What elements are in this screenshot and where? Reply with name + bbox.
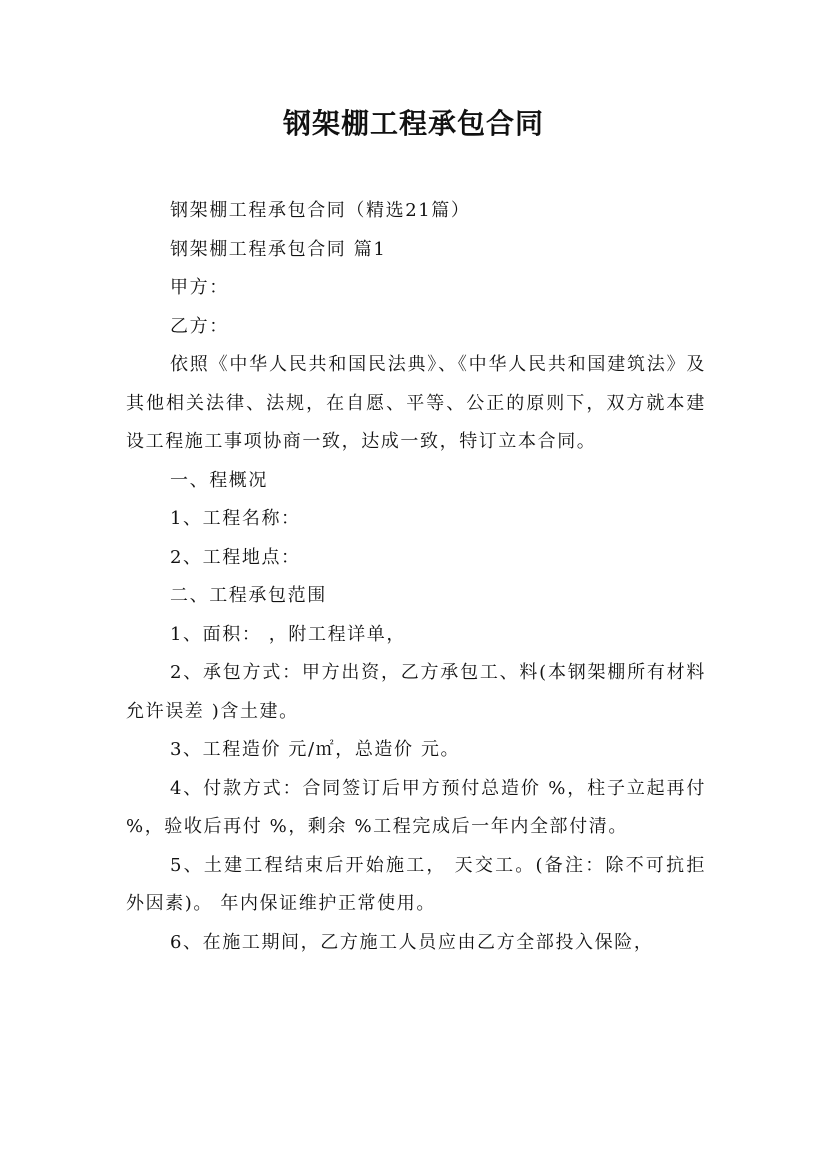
paragraph-party-b: 乙方： — [170, 315, 229, 337]
paragraph-project-location: 2、工程地点： — [170, 546, 301, 568]
paragraph-subtitle: 钢架棚工程承包合同（精选21篇） — [170, 200, 471, 221]
paragraph-area: 1、面积： ，附工程详单， — [170, 623, 406, 645]
document-body — [126, 192, 706, 962]
paragraph-party-a: 甲方： — [170, 277, 229, 298]
paragraph-preamble: 依照《中华人民共和国民法典》、《中华人民共和国建筑法》及其他相关法律、法规，在自愿、平等、公正的原则下，双方就本建设工程施工事项协商一致，达成一致，特订立本合同。 — [126, 354, 706, 452]
paragraph-contract-method: 2、承包方式：甲方出资，乙方承包工、料(本钢架棚所有材料允许误差 )含土建。 — [126, 662, 706, 722]
paragraph-schedule: 5、土建工程结束后开始施工， 天交工。(备注：除不可抗拒外因素)。 年内保证维护正常使用。 — [126, 854, 706, 914]
document-title: 钢架棚工程承包合同 — [282, 107, 544, 140]
paragraph-section-heading: 钢架棚工程承包合同 篇1 — [170, 238, 387, 260]
paragraph-project-name: 1、工程名称： — [170, 508, 301, 529]
paragraph-payment: 4、付款方式：合同签订后甲方预付总造价 %，柱子立起再付 %，验收后再付 %，剩余 %工程完成后一年内全部付清。 — [126, 777, 706, 837]
paragraph-insurance: 6、在施工期间，乙方施工人员应由乙方全部投入保险， — [170, 931, 654, 953]
paragraph-heading-overview: 一、程概况 — [170, 469, 268, 491]
paragraph-heading-scope: 二、工程承包范围 — [170, 585, 327, 606]
paragraph-cost: 3、工程造价 元/㎡，总造价 元。 — [170, 739, 461, 760]
